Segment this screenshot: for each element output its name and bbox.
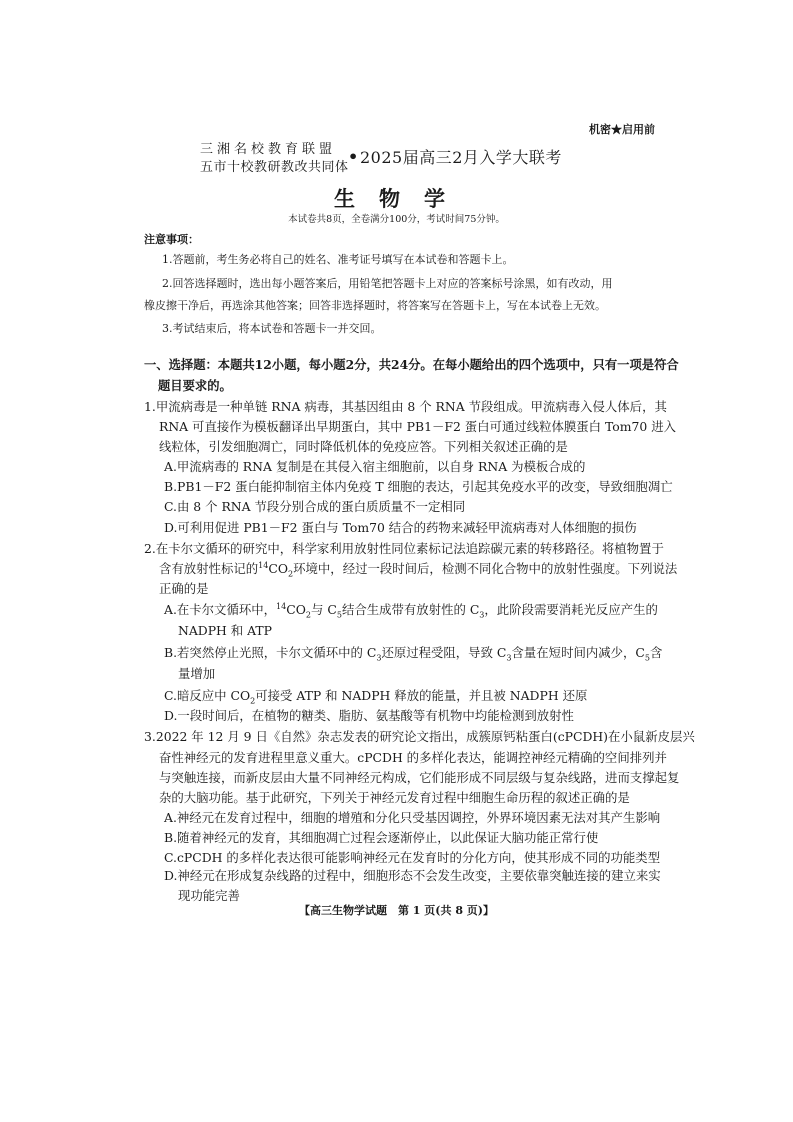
note-2-continued: 橡皮擦干净后，再选涂其他答案；回答非选择题时，将答案写在答题卡上，写在本试卷上无效。	[144, 299, 606, 312]
exam-title: 2025届高三2月入学大联考	[360, 148, 562, 167]
q1-option-a: A.甲流病毒的 RNA 复制是在其侵入宿主细胞前，以自身 RNA 为模板合成的	[164, 459, 586, 474]
q3-stem-line-3: 与突触连接，而新皮层由大量不同神经元构成，它们能形成不同层级与复杂线路，进而支撑起复	[159, 770, 680, 785]
section-title-continued: 题目要求的。	[158, 378, 232, 393]
q1-stem-line-2: RNA 可直接作为模板翻译出早期蛋白，其中 PB1－F2 蛋白可通过线粒体膜蛋白 Tom70 进入	[159, 419, 677, 434]
q2-stem-line-1: 2.在卡尔文循环的研究中，科学家利用放射性同位素标记法追踪碳元素的转移路径。将植物置于	[144, 541, 664, 556]
note-2: 2.回答选择题时，选出每小题答案后，用铅笔把答题卡上对应的答案标号涂黑，如有改动，用	[162, 277, 613, 290]
confidential-label: 机密★启用前	[589, 123, 655, 136]
notes-title: 注意事项：	[144, 233, 199, 246]
subject-title: 生物学	[334, 186, 469, 211]
q3-stem-line-4: 杂的大脑功能。基于此研究，下列关于神经元发育过程中细胞生命历程的叙述正确的是	[159, 790, 630, 805]
q3-option-c: C.cPCDH 的多样化表达很可能影响神经元在发育时的分化方向，使其形成不同的功能类型	[164, 850, 661, 865]
q2-option-c: C.暗反应中 $CO_2$可接受 ATP 和 NADPH 释放的能量，并且被 NADPH 还原	[164, 688, 588, 706]
q1-option-b: B.PB1－F2 蛋白能抑制宿主体内免疫 T 细胞的表达，引起其免疫水平的改变，导致细胞凋亡	[164, 479, 673, 494]
q3-stem-line-2: 奋性神经元的发育进程里意义重大。cPCDH 的多样化表达，能调控神经元精确的空间排列并	[159, 750, 667, 765]
title-separator: •	[348, 147, 359, 166]
q3-stem-line-1: 3.2022 年 12 月 9 日《自然》杂志发表的研究论文指出，成簇原钙粘蛋白(cPCDH)在小鼠新皮层兴	[144, 729, 695, 744]
q3-option-a: A.神经元在发育过程中，细胞的增殖和分化只受基因调控，外界环境因素无法对其产生影响	[164, 810, 661, 825]
alliance-line-2: 五市十校教研教改共同体	[200, 160, 349, 175]
q2-stem-line-2: 含有放射性标记的$^{14}CO_2$环境中，经过一段时间后，检测不同化合物中的放射性强度。下列说法	[159, 560, 678, 579]
q2-stem-line-3: 正确的是	[159, 581, 209, 596]
q1-option-d: D.可利用促进 PB1－F2 蛋白与 Tom70 结合的药物来减轻甲流病毒对人体细胞的损伤	[164, 520, 637, 535]
q1-option-c: C.由 8 个 RNA 节段分别合成的蛋白质质量不一定相同	[164, 499, 466, 514]
section-title: 一、选择题：本题共12小题，每小题2分，共24分。在每小题给出的四个选项中，只有一项是符合	[144, 357, 679, 372]
q2-option-a-continued: NADPH 和 ATP	[178, 623, 273, 638]
page-footer: 【高三生物学试题 第 1 页(共 8 页)】	[298, 904, 495, 917]
exam-meta: 本试卷共8页，全卷满分100分，考试时间75分钟。	[288, 214, 505, 225]
q3-option-b: B.随着神经元的发育，其细胞凋亡过程会逐渐停止，以此保证大脑功能正常行使	[164, 830, 599, 845]
q3-option-d-continued: 现功能完善	[178, 888, 240, 903]
q2-option-a: A.在卡尔文循环中，$^{14}CO_2$与 $C_5$结合生成带有放射性的 $C_3$，此阶段需要消耗光反应产生的	[164, 601, 658, 620]
q1-stem-line-3: 线粒体，引发细胞凋亡，同时降低机体的免疫应答。下列相关叙述正确的是	[159, 439, 568, 454]
q2-option-b: B.若突然停止光照，卡尔文循环中的 $C_3$还原过程受阻，导致 $C_3$含量在短时间内减少，$C_5$含	[164, 645, 663, 663]
q2-option-b-continued: 量增加	[178, 666, 216, 681]
note-3: 3.考试结束后，将本试卷和答题卡一并交回。	[162, 322, 382, 335]
q2-option-d: D.一段时间后，在植物的糖类、脂肪、氨基酸等有机物中均能检测到放射性	[164, 708, 574, 723]
alliance-line-1: 三湘名校教育联盟	[200, 142, 337, 157]
note-1: 1.答题前，考生务必将自己的姓名、准考证号填写在本试卷和答题卡上。	[162, 253, 514, 266]
q1-stem-line-1: 1.甲流病毒是一种单链 RNA 病毒，其基因组由 8 个 RNA 节段组成。甲流病毒入侵人体后，其	[144, 399, 667, 414]
q3-option-d: D.神经元在形成复杂线路的过程中，细胞形态不会发生改变，主要依靠突触连接的建立来实	[164, 868, 661, 883]
